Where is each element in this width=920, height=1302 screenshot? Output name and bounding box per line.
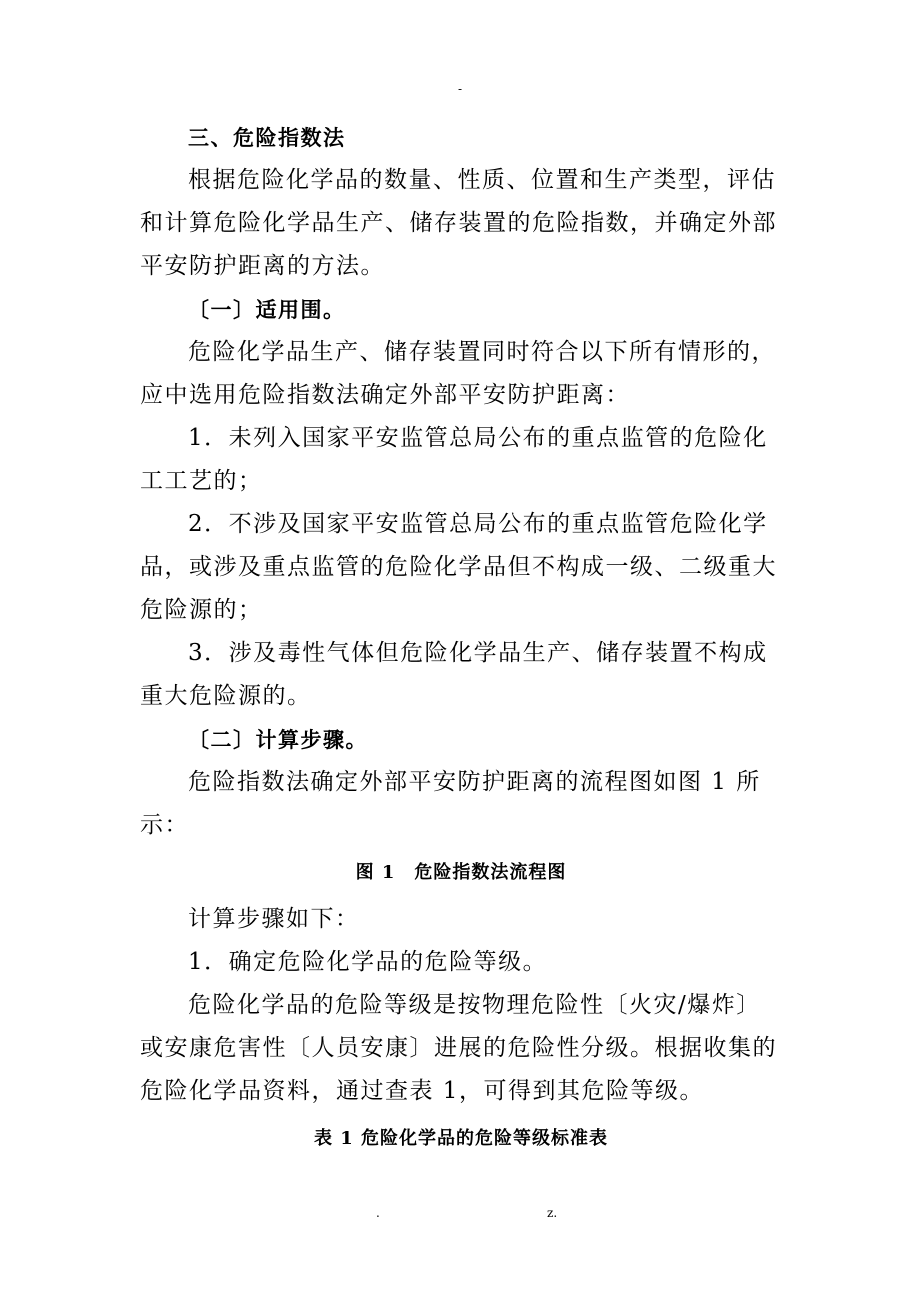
subsection-scope-title: 〔一〕适用围。 — [188, 297, 346, 322]
document-body — [140, 116, 782, 1160]
scope-paragraph: 危险化学品生产、储存装置同时符合以下所有情形的，应中选用危险指数法确定外部平安防护距离： — [140, 339, 776, 408]
step-1-paragraph: 危险化学品的危险等级是按物理危险性〔火灾/爆炸〕或安康危害性〔人员安康〕进展的危险性分级。根据收集的危险化学品资料，通过查表 1，可得到其危险等级。 — [140, 992, 777, 1104]
footer-left-mark: . — [376, 1206, 380, 1220]
table-caption: 表 1 危险化学品的危险等级标准表 — [313, 1128, 609, 1149]
step-1-heading: 1．确定危险化学品的危险等级。 — [188, 949, 548, 975]
section-title: 三、危险指数法 — [188, 125, 346, 150]
scope-item-2: 2．不涉及国家平安监管总局公布的重点监管危险化学品，或涉及重点监管的危险化学品但不构成一级、二级重大危险源的； — [140, 511, 777, 623]
footer-right-mark: z. — [547, 1206, 558, 1220]
steps-paragraph: 危险指数法确定外部平安防护距离的流程图如图 1 所示： — [140, 769, 761, 838]
subsection-steps-title: 〔二〕计算步骤。 — [188, 727, 368, 752]
steps-intro: 计算步骤如下： — [188, 906, 360, 932]
figure-caption: 图 1 危险指数法流程图 — [355, 862, 567, 883]
scope-item-1: 1．未列入国家平安监管总局公布的重点监管的危险化工工艺的； — [140, 425, 768, 494]
scope-item-3: 3．涉及毒性气体但危险化学品生产、储存装置不构成重大危险源的。 — [140, 640, 768, 709]
intro-paragraph: 根据危险化学品的数量、性质、位置和生产类型，评估和计算危险化学品生产、储存装置的危险指数，并确定外部平安防护距离的方法。 — [140, 167, 777, 279]
header-mark: - — [457, 82, 463, 96]
